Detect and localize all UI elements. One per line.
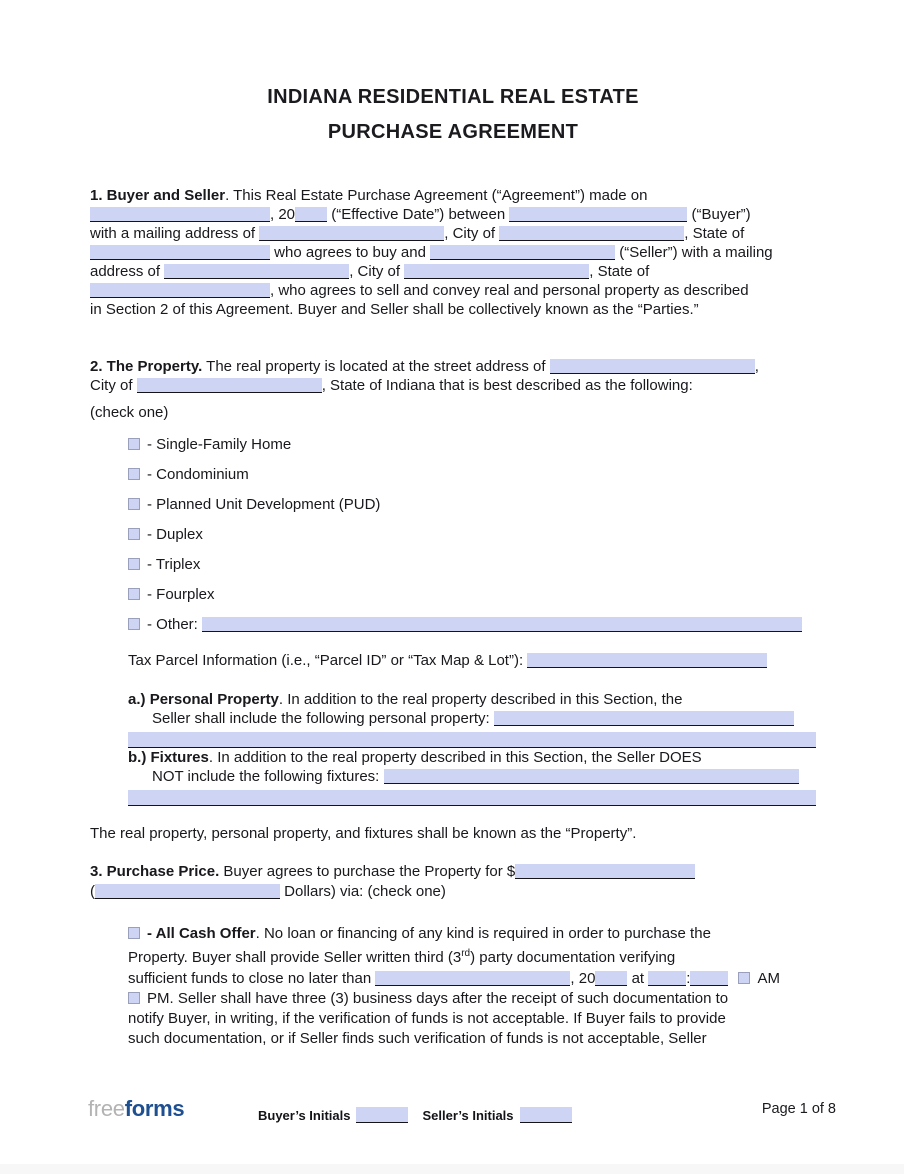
seller-state-field[interactable] (90, 283, 270, 298)
pm-checkbox[interactable] (128, 992, 140, 1004)
item-b-text: . In addition to the real property described in this Section, the Seller DOES (208, 749, 702, 766)
cash-offer-text: such documentation, or if Seller finds such verification of funds is not acceptable, Seller (128, 1030, 707, 1048)
duplex-checkbox[interactable] (128, 528, 140, 540)
section-1-text: . This Real Estate Purchase Agreement (“Agreement”) made on (225, 187, 648, 204)
cash-offer-text: notify Buyer, in writing, if the verification of funds is not acceptable. If Buyer fails to provide (128, 1010, 726, 1028)
am-label: AM (757, 969, 780, 987)
effective-date-field[interactable] (90, 207, 270, 222)
buyer-address-field[interactable] (259, 226, 444, 241)
check-one-label: (check one) (90, 404, 169, 421)
sellers-initials-field[interactable] (520, 1107, 572, 1123)
section-1-text: , State of (589, 263, 650, 280)
am-checkbox[interactable] (738, 972, 750, 984)
item-a-text: . In addition to the real property described in this Section, the (278, 691, 683, 708)
personal-property-extra-field[interactable] (128, 732, 816, 748)
personal-property-item (128, 690, 816, 748)
cash-offer-text: at (627, 969, 649, 987)
ordinal-suffix: rd (461, 948, 471, 960)
section-1-text: , City of (349, 263, 405, 280)
section-1-text: (“Effective Date”) between (327, 206, 510, 223)
fixtures-item (128, 748, 816, 806)
section-2-text: , State of Indiana that is best described as the following: (321, 377, 693, 394)
seller-name-field[interactable] (430, 245, 615, 260)
property-type-option (128, 585, 816, 604)
fixtures-field[interactable] (384, 769, 799, 784)
page-bottom-edge (0, 1164, 904, 1174)
purchase-price-words-field[interactable] (95, 884, 280, 899)
property-type-option (128, 435, 816, 454)
funds-deadline-minute-field[interactable] (690, 971, 728, 986)
buyer-city-field[interactable] (499, 226, 684, 241)
sellers-initials-label: Seller’s Initials (422, 1108, 514, 1123)
single-family-home-checkbox[interactable] (128, 438, 140, 450)
cash-offer-text: Property. Buyer shall provide Seller written third (3 (128, 949, 462, 967)
property-city-field[interactable] (137, 378, 322, 393)
document-title-line2: PURCHASE AGREEMENT (327, 121, 579, 143)
section-3-heading: 3. Purchase Price. (90, 863, 220, 880)
item-a-text: Seller shall include the following personal property: (152, 710, 494, 727)
seller-address-field[interactable] (164, 264, 349, 279)
buyer-name-field[interactable] (509, 207, 687, 222)
all-cash-offer-checkbox[interactable] (128, 927, 140, 939)
section-1-text: (“Buyer”) (687, 206, 751, 223)
section-1-text: , City of (444, 225, 500, 242)
property-type-label: - Planned Unit Development (PUD) (147, 496, 381, 513)
buyers-initials-field[interactable] (356, 1107, 408, 1123)
cash-offer-text: sufficient funds to close no later than (128, 969, 376, 987)
all-cash-offer-paragraph (128, 924, 816, 1050)
property-type-option (128, 615, 816, 634)
section-1-text: , who agrees to sell and convey real and personal property as described (270, 282, 749, 299)
section-3-text: Dollars) via: (check one) (280, 883, 446, 900)
fourplex-checkbox[interactable] (128, 588, 140, 600)
section-1-text: who agrees to buy and (270, 244, 431, 261)
seller-city-field[interactable] (404, 264, 589, 279)
section-1-text: , 20 (270, 206, 296, 223)
cash-offer-text: ) party documentation verifying (470, 949, 676, 967)
section-2-the-property (90, 357, 816, 843)
tax-parcel-row (128, 651, 816, 670)
section-1-buyer-and-seller (90, 186, 816, 319)
fixtures-extra-field[interactable] (128, 790, 816, 806)
funds-deadline-year-field[interactable] (595, 971, 627, 986)
property-type-label: - Triplex (147, 556, 201, 573)
document-title-line1: INDIANA RESIDENTIAL REAL ESTATE (267, 86, 639, 108)
item-a-label: a.) (128, 691, 150, 708)
buyers-initials-label: Buyer’s Initials (258, 1108, 351, 1123)
effective-year-field[interactable] (295, 207, 327, 222)
funds-deadline-date-field[interactable] (375, 971, 570, 986)
section-1-text: with a mailing address of (90, 225, 260, 242)
property-definition-note: The real property, personal property, and fixtures shall be known as the “Property”. (90, 825, 637, 842)
section-3-text: Buyer agrees to purchase the Property for $ (219, 863, 516, 880)
property-type-option (128, 495, 816, 514)
all-cash-offer-heading: - All Cash Offer (147, 925, 256, 942)
tax-parcel-label: Tax Parcel Information (i.e., “Parcel ID” or “Tax Map & Lot”): (128, 652, 528, 669)
section-1-text: address of (90, 263, 165, 280)
other-property-type-field[interactable] (202, 617, 802, 632)
section-1-text: , State of (684, 225, 745, 242)
property-type-option (128, 465, 816, 484)
other-checkbox[interactable] (128, 618, 140, 630)
property-type-list (128, 435, 816, 634)
freeforms-logo (88, 1096, 184, 1122)
document-title (90, 80, 816, 150)
section-3-purchase-price (90, 862, 816, 902)
tax-parcel-field[interactable] (527, 653, 767, 668)
buyer-state-field[interactable] (90, 245, 270, 260)
logo-forms-text: forms (124, 1096, 185, 1121)
item-b-text: NOT include the following fixtures: (152, 768, 384, 785)
section-1-heading: 1. Buyer and Seller (90, 187, 226, 204)
section-1-text: (“Seller”) with a mailing (615, 244, 773, 261)
section-2-heading: 2. The Property. (90, 358, 203, 375)
cash-offer-text: . No loan or financing of any kind is required in order to purchase the (255, 925, 711, 942)
property-type-label: - Fourplex (147, 586, 215, 603)
page-footer (0, 1090, 904, 1140)
street-address-field[interactable] (550, 359, 755, 374)
triplex-checkbox[interactable] (128, 558, 140, 570)
property-type-option (128, 555, 816, 574)
purchase-price-field[interactable] (515, 864, 695, 879)
funds-deadline-hour-field[interactable] (648, 971, 686, 986)
item-b-heading: Fixtures (150, 749, 209, 766)
property-type-option (128, 525, 816, 544)
section-3-text: ( (90, 883, 95, 900)
initials-row (258, 1107, 572, 1123)
pud-checkbox[interactable] (128, 498, 140, 510)
property-type-label: - Single-Family Home (147, 436, 292, 453)
cash-offer-text: , 20 (570, 969, 596, 987)
property-type-label: - Duplex (147, 526, 203, 543)
item-a-heading: Personal Property (149, 691, 279, 708)
section-2-text: The real property is located at the street address of (202, 358, 550, 375)
property-type-label: - Other: (147, 616, 203, 633)
cash-offer-text: PM. Seller shall have three (3) business days after the receipt of such documentation to (147, 989, 729, 1007)
cash-offer-text: : (686, 969, 691, 987)
property-type-label: - Condominium (147, 466, 249, 483)
section-2-text: , (754, 358, 759, 375)
section-1-text: in Section 2 of this Agreement. Buyer and Seller shall be collectively known as the “Parties.” (90, 301, 699, 318)
logo-free-text: free (88, 1096, 125, 1121)
section-2-text: City of (90, 377, 137, 394)
item-b-label: b.) (128, 749, 151, 766)
page-number: Page 1 of 8 (761, 1101, 836, 1117)
condominium-checkbox[interactable] (128, 468, 140, 480)
personal-property-field[interactable] (494, 711, 794, 726)
